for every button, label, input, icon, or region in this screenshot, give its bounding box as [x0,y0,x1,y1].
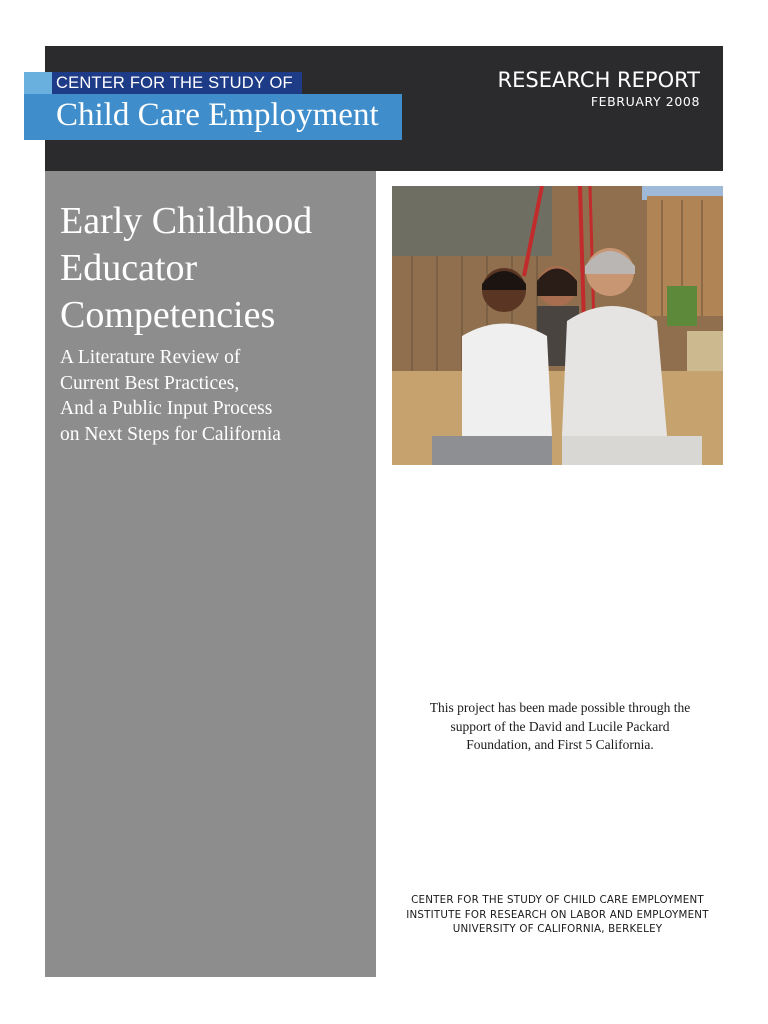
logo-org-line2: Child Care Employment [56,97,379,133]
cover-subtitle-line: A Literature Review of [60,347,241,368]
organization-block [392,893,723,937]
cover-title [60,198,370,339]
cover-photo [392,186,723,465]
org-line: CENTER FOR THE STUDY OF CHILD CARE EMPLOYMENT [411,894,704,906]
report-date: FEBRUARY 2008 [590,94,700,109]
cover-title-line: Early Childhood [60,200,313,242]
photo-illustration [392,186,723,465]
funding-statement [400,699,720,755]
funding-line: Foundation, and First 5 California. [466,737,654,752]
org-line: INSTITUTE FOR RESEARCH ON LABOR AND EMPLOYMENT [406,908,709,921]
cover-title-line: Educator [60,247,198,289]
report-type: RESEARCH REPORT [497,68,700,92]
logo-accent-block [24,72,52,94]
cover-subtitle [60,345,370,447]
org-line: UNIVERSITY OF CALIFORNIA, BERKELEY [452,923,663,935]
logo-org-line1: CENTER FOR THE STUDY OF [52,72,302,94]
funding-line: support of the David and Lucile Packard [450,718,670,734]
funding-line: This project has been made possible through the [429,700,691,715]
cover-subtitle-line: And a Public Input Process [60,398,273,419]
cover-title-line: Competencies [60,294,276,336]
cover-subtitle-line: Current Best Practices, [60,372,240,394]
cover-subtitle-line: on Next Steps for California [60,423,281,445]
